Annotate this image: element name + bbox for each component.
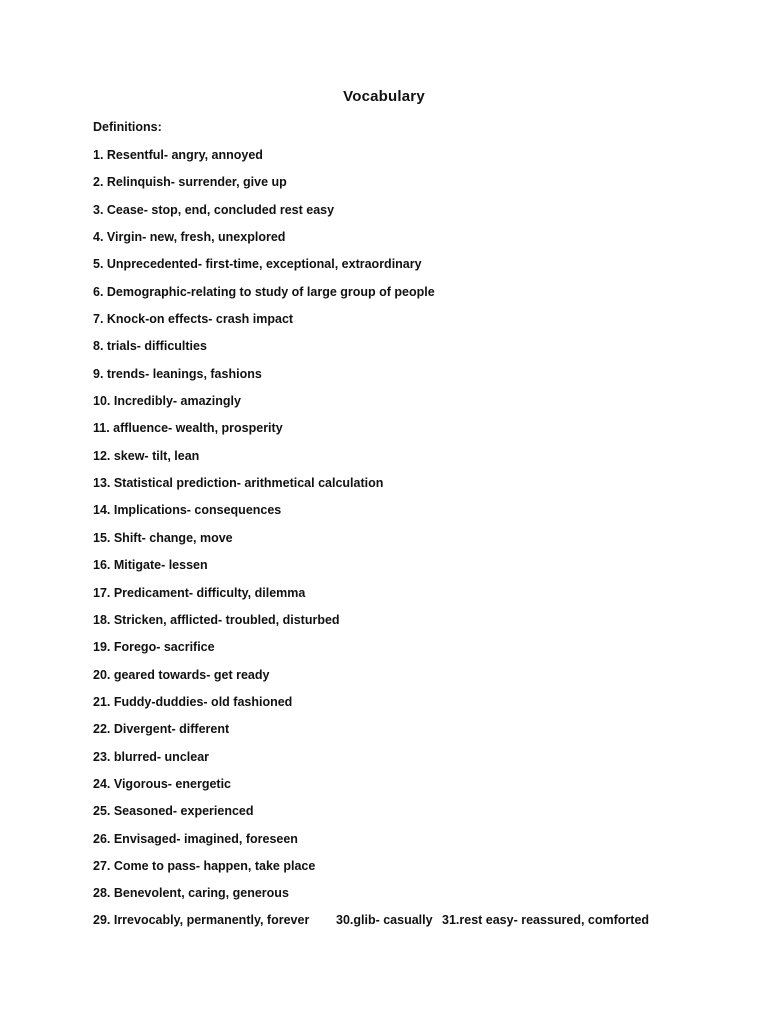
definitions-list [93,147,713,913]
definition-item: 8. trials- difficulties [93,339,207,354]
definition-item: 10. Incredibly- amazingly [93,394,241,409]
definition-item: 20. geared towards- get ready [93,667,270,682]
definition-item-31: 31.rest easy- reassured, comforted [442,913,650,927]
definition-item: 27. Come to pass- happen, take place [93,858,316,873]
definition-item: 7. Knock-on effects- crash impact [93,312,294,327]
definition-item: 5. Unprecedented- first-time, exceptional, extraordinary [93,257,422,272]
definitions-heading: Definitions: [93,120,162,134]
definition-item: 4. Virgin- new, fresh, unexplored [93,230,286,245]
definition-item: 11. affluence- wealth, prosperity [93,421,283,436]
definition-item: 3. Cease- stop, end, concluded rest easy [93,202,335,217]
definition-item: 6. Demographic-relating to study of large group of people [93,284,435,299]
definition-item: 26. Envisaged- imagined, foreseen [93,831,298,846]
definition-item: 18. Stricken, afflicted- troubled, disturbed [93,612,340,627]
definition-item: 1. Resentful- angry, annoyed [93,148,263,162]
page-title: Vocabulary [343,88,425,105]
definition-item-29: 29. Irrevocably, permanently, forever [93,913,310,927]
definition-item: 21. Fuddy-duddies- old fashioned [93,694,293,709]
definition-item: 28. Benevolent, caring, generous [93,886,289,901]
definition-item: 2. Relinquish- surrender, give up [93,175,287,190]
definition-item: 16. Mitigate- lessen [93,558,208,573]
definition-item: 24. Vigorous- energetic [93,776,232,791]
definition-item: 13. Statistical prediction- arithmetical calculation [93,476,384,491]
definition-item: 14. Implications- consequences [93,503,282,518]
definition-item: 17. Predicament- difficulty, dilemma [93,585,306,600]
definition-item: 15. Shift- change, move [93,530,233,545]
definition-item: 23. blurred- unclear [93,749,210,764]
definition-item: 19. Forego- sacrifice [93,640,215,655]
definition-item: 22. Divergent- different [93,722,230,737]
definition-item: 25. Seasoned- experienced [93,804,254,819]
definition-item: 9. trends- leanings, fashions [93,366,262,381]
definition-item-30: 30.glib- casually [336,913,433,927]
definition-item: 12. skew- tilt, lean [93,448,200,463]
